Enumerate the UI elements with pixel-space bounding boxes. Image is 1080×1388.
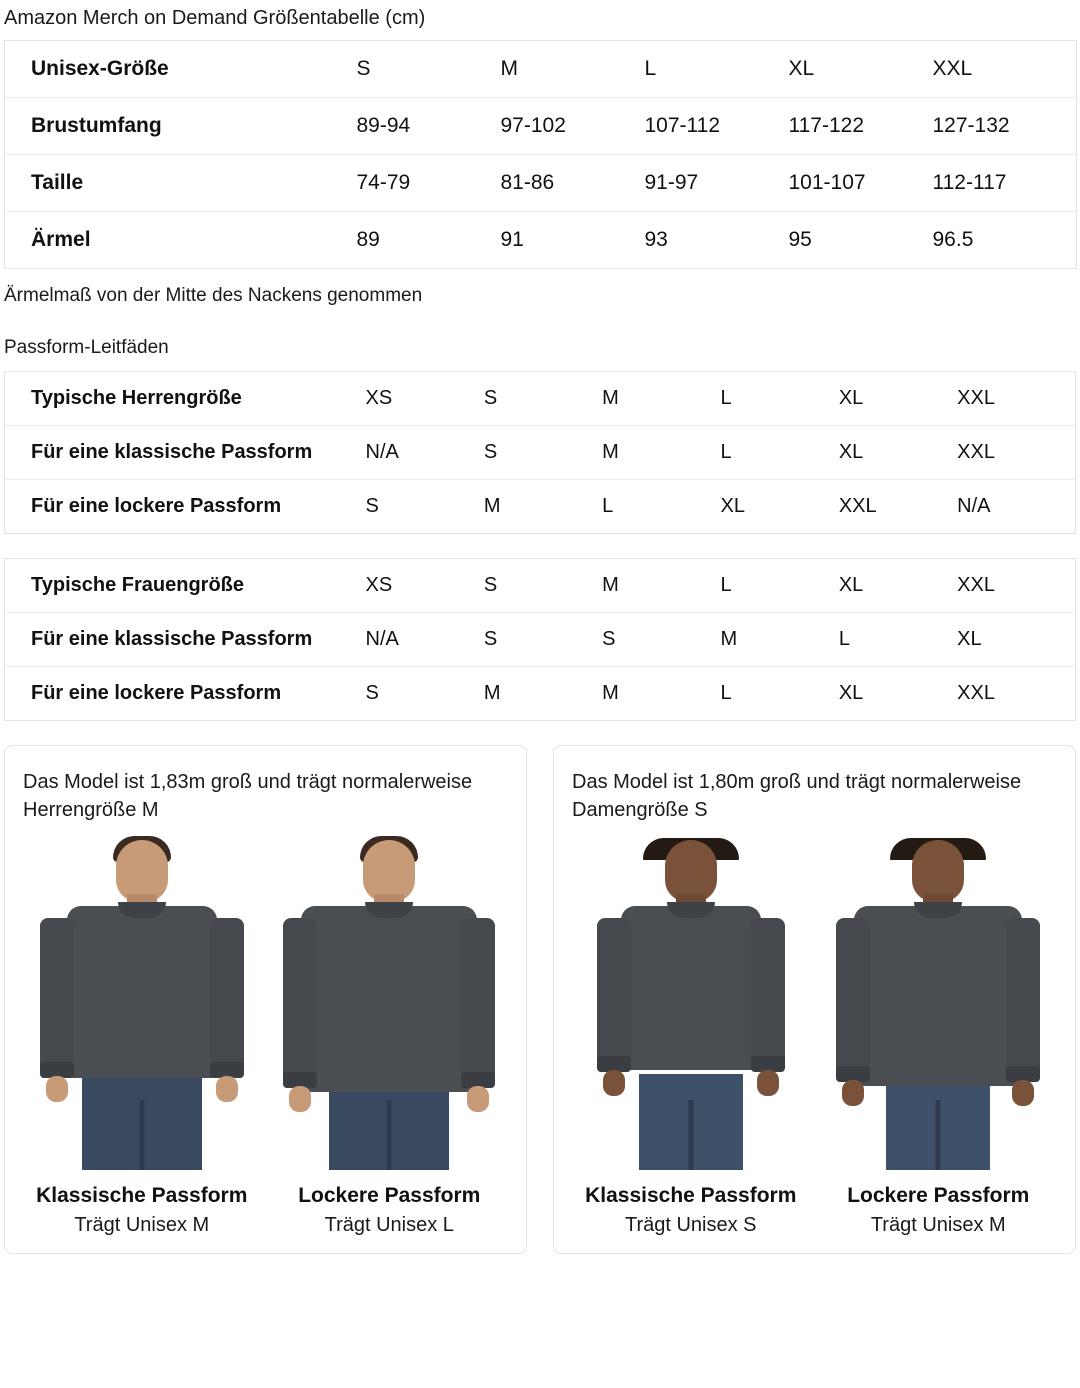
cell: XXL — [957, 559, 1075, 613]
table-row — [5, 426, 1076, 480]
cell: 74-79 — [357, 155, 501, 212]
jeans-seam — [688, 1100, 693, 1170]
right-hand — [216, 1076, 238, 1102]
figure-womens-loose — [820, 840, 1058, 1237]
cell: S — [484, 372, 602, 426]
cell: XL — [957, 613, 1075, 667]
cell: L — [839, 613, 957, 667]
sweatshirt-shape — [301, 906, 477, 1092]
model-illustration — [283, 840, 495, 1170]
cell: XXL — [957, 372, 1075, 426]
table-row — [5, 372, 1076, 426]
cell: M — [602, 682, 619, 704]
cell: XL — [838, 682, 864, 704]
left-hand — [603, 1070, 625, 1096]
right-sleeve — [210, 918, 244, 1076]
cell: L — [720, 426, 838, 480]
table-row — [5, 155, 1077, 212]
head-shape — [363, 840, 415, 902]
cell: 93 — [644, 228, 668, 251]
cell: XS — [366, 372, 484, 426]
left-hand — [289, 1086, 311, 1112]
cell: S — [602, 613, 720, 667]
model-illustration — [585, 840, 797, 1170]
table-row — [5, 613, 1076, 667]
unisex-size-table — [4, 40, 1077, 269]
figure-subtitle: Trägt Unisex M — [870, 1214, 1006, 1236]
table-row — [5, 559, 1076, 613]
table-row — [5, 212, 1077, 269]
cell: 91 — [500, 228, 524, 251]
row-label: Unisex-Größe — [5, 41, 357, 98]
cell: M — [483, 495, 501, 517]
left-sleeve — [283, 918, 317, 1086]
head-shape — [665, 840, 717, 902]
sweatshirt-shape — [67, 906, 217, 1078]
table-row — [5, 667, 1076, 721]
cell: 117-122 — [789, 98, 933, 155]
figure-womens-classic — [572, 840, 810, 1237]
cell: XXL — [957, 426, 1075, 480]
model-caption: Das Model ist 1,80m groß und trägt normalerweise Damengröße S — [572, 771, 1022, 821]
row-label: Für eine lockere Passform — [31, 682, 282, 704]
table-row — [5, 41, 1077, 98]
row-label: Ärmel — [31, 228, 91, 251]
jeans-seam — [139, 1100, 144, 1170]
cell: 96.5 — [932, 228, 974, 251]
right-sleeve — [1006, 918, 1040, 1080]
head-shape — [912, 840, 964, 902]
womens-fit-table — [4, 558, 1076, 721]
row-label: Brustumfang — [5, 98, 357, 155]
figure-title: Lockere Passform — [847, 1184, 1030, 1207]
jeans-seam — [936, 1100, 941, 1170]
cell: L — [602, 495, 614, 517]
cell: M — [483, 682, 501, 704]
cell: XXL — [957, 682, 995, 704]
cell: XL — [839, 426, 957, 480]
cell: 91-97 — [645, 155, 789, 212]
cell: XXL — [838, 495, 877, 517]
cell: 97-102 — [501, 98, 645, 155]
cell: 101-107 — [789, 155, 933, 212]
left-sleeve — [597, 918, 631, 1070]
cell: M — [720, 613, 838, 667]
cell: L — [720, 682, 732, 704]
cell: XL — [839, 559, 957, 613]
cell: S — [484, 559, 602, 613]
figure-row — [23, 840, 508, 1237]
cell: L — [720, 559, 838, 613]
figure-subtitle: Trägt Unisex S — [624, 1214, 757, 1236]
fit-guide-label: Passform-Leitfäden — [4, 337, 169, 358]
cell: 81-86 — [501, 155, 645, 212]
cell: N/A — [957, 495, 991, 517]
right-hand — [757, 1070, 779, 1096]
left-sleeve — [836, 918, 870, 1080]
figure-row — [572, 840, 1057, 1237]
cell: 89-94 — [357, 98, 501, 155]
cell: S — [365, 682, 379, 704]
figure-title: Lockere Passform — [298, 1184, 481, 1207]
cell: M — [501, 41, 645, 98]
model-card-mens — [4, 745, 527, 1254]
cell: XS — [366, 559, 484, 613]
cell: XL — [789, 41, 933, 98]
cell: 95 — [788, 228, 812, 251]
table-row — [5, 480, 1076, 534]
cell: 107-112 — [645, 98, 789, 155]
cell: S — [365, 495, 379, 517]
figure-title: Klassische Passform — [36, 1184, 248, 1207]
model-illustration — [832, 840, 1044, 1170]
cell: L — [645, 41, 789, 98]
head-shape — [116, 840, 168, 902]
cell: S — [484, 426, 602, 480]
right-sleeve — [461, 918, 495, 1086]
mens-fit-table — [4, 371, 1076, 534]
model-caption: Das Model ist 1,83m groß und trägt normalerweise Herrengröße M — [23, 771, 473, 821]
model-illustration — [36, 840, 248, 1170]
sweatshirt-shape — [854, 906, 1022, 1086]
cell: L — [720, 372, 838, 426]
left-hand — [842, 1080, 864, 1106]
cell: XL — [839, 372, 957, 426]
cell: 89 — [356, 228, 380, 251]
table-row — [5, 98, 1077, 155]
sleeve-note: Ärmelmaß von der Mitte des Nackens genommen — [4, 285, 423, 306]
cell: XL — [720, 495, 745, 517]
cell: M — [602, 559, 720, 613]
cell: N/A — [366, 613, 484, 667]
cell: 112-117 — [933, 155, 1077, 212]
right-hand — [467, 1086, 489, 1112]
figure-subtitle: Trägt Unisex L — [324, 1214, 454, 1236]
model-cards — [0, 721, 1080, 1254]
left-hand — [46, 1076, 68, 1102]
cell: S — [484, 613, 602, 667]
right-sleeve — [751, 918, 785, 1070]
row-label: Für eine klassische Passform — [5, 613, 366, 667]
cell: M — [602, 372, 720, 426]
row-label: Typische Frauengröße — [5, 559, 366, 613]
cell: 127-132 — [933, 98, 1077, 155]
model-card-womens — [553, 745, 1076, 1254]
cell: N/A — [366, 426, 484, 480]
row-label: Für eine lockere Passform — [31, 495, 282, 517]
figure-mens-loose — [271, 840, 509, 1237]
row-label: Für eine klassische Passform — [5, 426, 366, 480]
table-spacer — [0, 534, 1080, 558]
page-title: Amazon Merch on Demand Größentabelle (cm) — [4, 7, 426, 29]
row-label: Taille — [5, 155, 357, 212]
cell: XXL — [933, 41, 1077, 98]
left-sleeve — [40, 918, 74, 1076]
right-hand — [1012, 1080, 1034, 1106]
figure-title: Klassische Passform — [585, 1184, 797, 1207]
cell: S — [357, 41, 501, 98]
figure-mens-classic — [23, 840, 261, 1237]
sweatshirt-shape — [621, 906, 761, 1070]
cell: M — [602, 426, 720, 480]
row-label: Typische Herrengröße — [5, 372, 366, 426]
figure-subtitle: Trägt Unisex M — [74, 1214, 210, 1236]
jeans-seam — [387, 1100, 392, 1170]
